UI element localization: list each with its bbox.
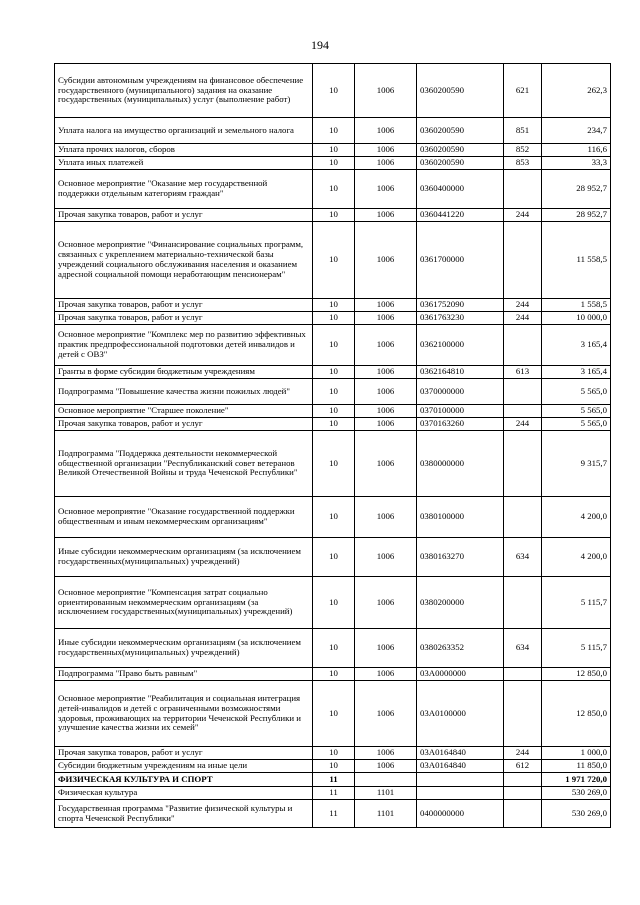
- row-expense-type: [504, 405, 542, 418]
- row-target: 0361700000: [417, 222, 504, 299]
- row-name: Прочая закупка товаров, работ и услуг: [55, 747, 313, 760]
- table-row: [55, 431, 611, 497]
- row-name: Подпрограмма "Поддержка деятельности некоммерческой общественной организации "Республиканский совет ветеранов Великой Отечественной Войны и труда Чеченской Республики": [55, 431, 313, 497]
- table-row: [55, 629, 611, 668]
- row-target: 0380163270: [417, 538, 504, 577]
- row-section: 10: [313, 681, 355, 747]
- row-expense-type: [504, 577, 542, 629]
- table-row: [55, 681, 611, 747]
- row-target: 0370100000: [417, 405, 504, 418]
- row-target: 0361752090: [417, 299, 504, 312]
- row-subsection: 1006: [355, 64, 417, 118]
- row-name: Основное мероприятие "Финансирование социальных программ, связанных с укреплением материально-технической базы учреждений социального обслуживания населения и оказанием адресной социальной помощи неработающим пенсионерам": [55, 222, 313, 299]
- table-row: [55, 538, 611, 577]
- row-subsection: [355, 773, 417, 787]
- row-expense-type: 853: [504, 157, 542, 170]
- row-expense-type: 621: [504, 64, 542, 118]
- row-section: 10: [313, 668, 355, 681]
- row-section: 11: [313, 773, 355, 787]
- row-expense-type: 852: [504, 144, 542, 157]
- row-expense-type: [504, 800, 542, 828]
- table-row: [55, 668, 611, 681]
- row-subsection: 1006: [355, 170, 417, 209]
- row-section: 10: [313, 497, 355, 538]
- row-subsection: 1006: [355, 299, 417, 312]
- row-amount: 1 000,0: [542, 747, 611, 760]
- row-name: Субсидии автономным учреждениям на финансовое обеспечение государственного (муниципального) задания на оказание государственных (муниципальных) услуг (выполнение работ): [55, 64, 313, 118]
- row-section: 11: [313, 800, 355, 828]
- row-expense-type: 613: [504, 366, 542, 379]
- row-subsection: 1006: [355, 325, 417, 366]
- row-section: 10: [313, 629, 355, 668]
- row-section: 10: [313, 157, 355, 170]
- row-target: 0380000000: [417, 431, 504, 497]
- row-target: 0380200000: [417, 577, 504, 629]
- row-subsection: 1006: [355, 379, 417, 405]
- row-amount: 28 952,7: [542, 170, 611, 209]
- row-target: 0370000000: [417, 379, 504, 405]
- row-target: 0360200590: [417, 157, 504, 170]
- row-amount: 4 200,0: [542, 497, 611, 538]
- row-amount: 3 165,4: [542, 366, 611, 379]
- table-row: [55, 144, 611, 157]
- row-section: 10: [313, 405, 355, 418]
- table-row: [55, 787, 611, 800]
- table-row-section-total: [55, 773, 611, 787]
- row-expense-type: [504, 170, 542, 209]
- page-number: 194: [311, 38, 329, 52]
- row-subsection: 1006: [355, 538, 417, 577]
- row-amount: 116,6: [542, 144, 611, 157]
- row-name: Основное мероприятие "Старшее поколение": [55, 405, 313, 418]
- row-name: Уплата иных платежей: [55, 157, 313, 170]
- table-row: [55, 405, 611, 418]
- row-subsection: 1006: [355, 431, 417, 497]
- row-amount: 1 558,5: [542, 299, 611, 312]
- table-row: [55, 760, 611, 773]
- row-expense-type: 244: [504, 418, 542, 431]
- row-amount: 11 850,0: [542, 760, 611, 773]
- table-row: [55, 800, 611, 828]
- row-subsection: 1006: [355, 118, 417, 144]
- row-expense-type: 634: [504, 538, 542, 577]
- row-section: 10: [313, 325, 355, 366]
- row-expense-type: [504, 681, 542, 747]
- row-section: 10: [313, 379, 355, 405]
- row-name: ФИЗИЧЕСКАЯ КУЛЬТУРА И СПОРТ: [55, 773, 313, 787]
- row-name: Уплата прочих налогов, сборов: [55, 144, 313, 157]
- row-amount: 10 000,0: [542, 312, 611, 325]
- row-expense-type: [504, 222, 542, 299]
- row-expense-type: [504, 325, 542, 366]
- row-target: 03А0100000: [417, 681, 504, 747]
- row-section: 10: [313, 577, 355, 629]
- row-subsection: 1006: [355, 312, 417, 325]
- row-expense-type: [504, 787, 542, 800]
- table-row: [55, 299, 611, 312]
- row-subsection: 1006: [355, 418, 417, 431]
- row-expense-type: 612: [504, 760, 542, 773]
- row-amount: 5 565,0: [542, 405, 611, 418]
- row-subsection: 1006: [355, 760, 417, 773]
- row-amount: 262,3: [542, 64, 611, 118]
- table-row: [55, 209, 611, 222]
- row-section: 10: [313, 366, 355, 379]
- row-name: Субсидии бюджетным учреждениям на иные цели: [55, 760, 313, 773]
- row-name: Прочая закупка товаров, работ и услуг: [55, 209, 313, 222]
- row-target: 0360200590: [417, 64, 504, 118]
- row-subsection: 1006: [355, 629, 417, 668]
- row-subsection: 1006: [355, 209, 417, 222]
- row-expense-type: 244: [504, 209, 542, 222]
- row-name: Иные субсидии некоммерческим организациям (за исключением государственных(муниципальных) учреждений): [55, 538, 313, 577]
- row-amount: 33,3: [542, 157, 611, 170]
- row-expense-type: 634: [504, 629, 542, 668]
- row-subsection: 1006: [355, 681, 417, 747]
- row-subsection: 1006: [355, 405, 417, 418]
- table-row: [55, 64, 611, 118]
- table-row: [55, 222, 611, 299]
- row-target: 0362164810: [417, 366, 504, 379]
- row-name: Основное мероприятие "Комплекс мер по развитию эффективных практик предпрофессиональной подготовки детей инвалидов и детей с ОВЗ": [55, 325, 313, 366]
- row-section: 10: [313, 209, 355, 222]
- row-target: 0400000000: [417, 800, 504, 828]
- row-expense-type: 244: [504, 312, 542, 325]
- table-row: [55, 170, 611, 209]
- table-row: [55, 418, 611, 431]
- table-row: [55, 577, 611, 629]
- row-amount: 5 115,7: [542, 577, 611, 629]
- row-section: 10: [313, 747, 355, 760]
- row-section: 10: [313, 64, 355, 118]
- row-amount: 234,7: [542, 118, 611, 144]
- row-section: 10: [313, 431, 355, 497]
- row-section: 10: [313, 538, 355, 577]
- row-section: 10: [313, 760, 355, 773]
- table-row: [55, 157, 611, 170]
- row-amount: 3 165,4: [542, 325, 611, 366]
- row-amount: 12 850,0: [542, 681, 611, 747]
- row-name: Физическая культура: [55, 787, 313, 800]
- row-target: [417, 787, 504, 800]
- row-target: 03А0000000: [417, 668, 504, 681]
- row-target: 0360200590: [417, 144, 504, 157]
- row-target: [417, 773, 504, 787]
- row-name: Основное мероприятие "Оказание государственной поддержки общественным и иным некоммерческим организациям": [55, 497, 313, 538]
- row-name: Основное мероприятие "Компенсация затрат социально ориентированным некоммерческим организациям (за исключением государственных(муниципальных) учреждений): [55, 577, 313, 629]
- row-target: 03А0164840: [417, 760, 504, 773]
- row-name: Уплата налога на имущество организаций и земельного налога: [55, 118, 313, 144]
- table-row: [55, 366, 611, 379]
- table-row: [55, 312, 611, 325]
- row-name: Прочая закупка товаров, работ и услуг: [55, 418, 313, 431]
- row-expense-type: [504, 773, 542, 787]
- row-section: 10: [313, 222, 355, 299]
- row-expense-type: 851: [504, 118, 542, 144]
- row-target: 0362100000: [417, 325, 504, 366]
- row-subsection: 1006: [355, 222, 417, 299]
- table-row: [55, 379, 611, 405]
- table-row: [55, 497, 611, 538]
- row-expense-type: [504, 431, 542, 497]
- row-subsection: 1006: [355, 747, 417, 760]
- row-name: Основное мероприятие "Оказание мер государственной поддержки отдельным категориям граждан": [55, 170, 313, 209]
- row-name: Государственная программа "Развитие физической культуры и спорта Чеченской Республики": [55, 800, 313, 828]
- row-subsection: 1006: [355, 668, 417, 681]
- row-name: Иные субсидии некоммерческим организациям (за исключением государственных(муниципальных) учреждений): [55, 629, 313, 668]
- row-target: 0380100000: [417, 497, 504, 538]
- row-expense-type: [504, 379, 542, 405]
- row-amount: 12 850,0: [542, 668, 611, 681]
- budget-table: [54, 63, 611, 828]
- row-target: 0360200590: [417, 118, 504, 144]
- table-row: [55, 325, 611, 366]
- row-name: Гранты в форме субсидии бюджетным учреждениям: [55, 366, 313, 379]
- row-amount: 11 558,5: [542, 222, 611, 299]
- row-subsection: 1006: [355, 366, 417, 379]
- row-name: Подпрограмма "Повышение качества жизни пожилых людей": [55, 379, 313, 405]
- row-target: 0360441220: [417, 209, 504, 222]
- row-target: 0361763230: [417, 312, 504, 325]
- row-section: 10: [313, 118, 355, 144]
- row-subsection: 1006: [355, 497, 417, 538]
- row-amount: 5 565,0: [542, 418, 611, 431]
- row-target: 03А0164840: [417, 747, 504, 760]
- row-section: 10: [313, 170, 355, 209]
- row-expense-type: 244: [504, 299, 542, 312]
- row-subsection: 1006: [355, 144, 417, 157]
- row-name: Подпрограмма "Право быть равным": [55, 668, 313, 681]
- row-subsection: 1101: [355, 800, 417, 828]
- table-row: [55, 118, 611, 144]
- row-amount: 5 115,7: [542, 629, 611, 668]
- row-amount: 9 315,7: [542, 431, 611, 497]
- row-target: 0360400000: [417, 170, 504, 209]
- row-section: 11: [313, 787, 355, 800]
- row-target: 0370163260: [417, 418, 504, 431]
- row-amount: 530 269,0: [542, 787, 611, 800]
- row-amount: 5 565,0: [542, 379, 611, 405]
- row-amount: 530 269,0: [542, 800, 611, 828]
- row-amount: 4 200,0: [542, 538, 611, 577]
- row-section: 10: [313, 299, 355, 312]
- row-amount: 1 971 720,0: [542, 773, 611, 787]
- row-section: 10: [313, 418, 355, 431]
- row-name: Основное мероприятие "Реабилитация и социальная интеграция детей-инвалидов и детей с ограниченными возможностями здоровья, проживающих на территории Чеченской Республики и улучшение качества жизни их семей": [55, 681, 313, 747]
- row-name: Прочая закупка товаров, работ и услуг: [55, 312, 313, 325]
- row-expense-type: [504, 668, 542, 681]
- row-subsection: 1101: [355, 787, 417, 800]
- row-subsection: 1006: [355, 157, 417, 170]
- row-amount: 28 952,7: [542, 209, 611, 222]
- row-subsection: 1006: [355, 577, 417, 629]
- table-row: [55, 747, 611, 760]
- row-name: Прочая закупка товаров, работ и услуг: [55, 299, 313, 312]
- row-section: 10: [313, 312, 355, 325]
- row-section: 10: [313, 144, 355, 157]
- row-target: 0380263352: [417, 629, 504, 668]
- row-expense-type: [504, 497, 542, 538]
- row-expense-type: 244: [504, 747, 542, 760]
